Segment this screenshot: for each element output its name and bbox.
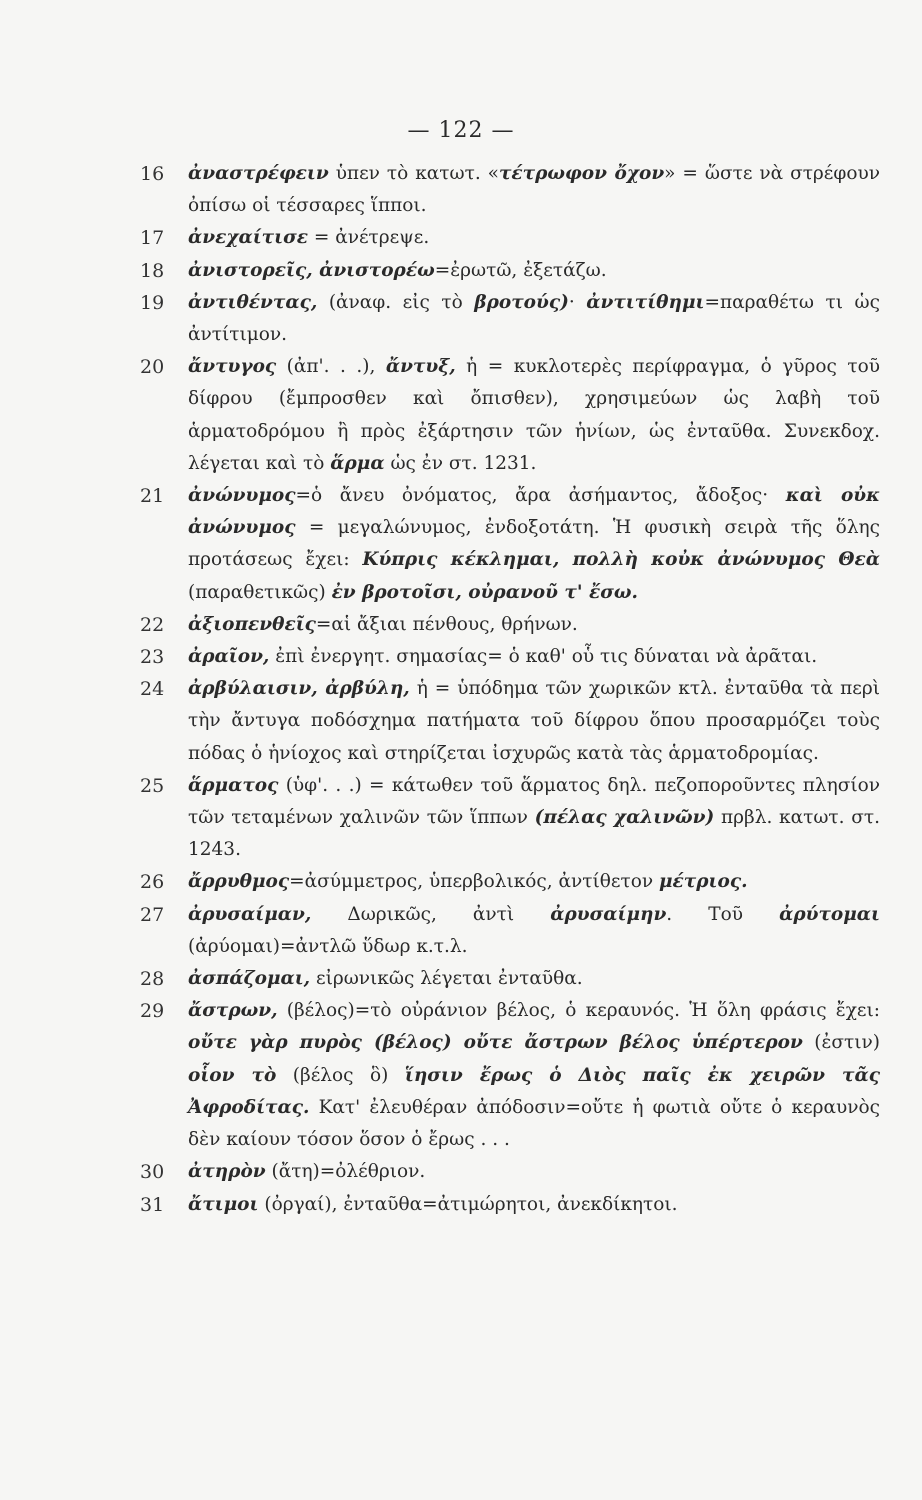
entry-headword: ἀρύτομαι [779,903,880,925]
entry-gloss: = ἀνέτρεψε. [307,227,430,249]
glossary-entry [140,673,880,770]
entry-text [188,480,880,609]
entry-headword: ἄντυξ, [385,356,456,378]
entry-headword: ἀξιοπενθεῖς [188,613,316,635]
entry-text [188,287,880,351]
entry-text [188,222,880,254]
entry-number: 30 [140,1161,165,1184]
entry-gloss: (ἐστιν) [802,1032,880,1054]
entry-headword: ἐν βροτοῖσι, οὐρανοῦ τ' ἔσω. [331,581,638,603]
entry-headword: ἄτιμοι [188,1193,259,1215]
entry-gloss: Κατ' ἐλευθέραν ἀπόδοσιν=οὔτε ἡ φωτιὰ οὔτε ὁ κεραυνὸς δὲν καίουν τόσον ὅσον ὁ ἔρως . . . [188,1096,880,1151]
entry-headword: ἀτηρὸν [188,1161,266,1183]
glossary-entry [140,287,880,351]
entry-text [188,995,880,1156]
entry-headword: Κύπρις κέκλημαι, πολλὴ κοὐκ ἀνώνυμος Θεὰ [362,549,880,571]
entry-text [188,1189,880,1221]
entry-number: 29 [140,1000,165,1023]
entry-headword: ἀσπάζομαι, [188,968,311,990]
entry-number: 16 [140,163,165,185]
entry-gloss: (ἄτη)=ὀλέθριον. [265,1161,426,1183]
entry-headword: ἅρμα [330,452,385,474]
glossary-entries [140,158,880,1221]
page-number: — 122 — [407,118,515,143]
entry-headword: ἅρματος [188,774,279,796]
entry-number: 25 [140,774,165,797]
entry-headword: ἀρβύλαισιν, ἀρβύλη, [188,678,410,700]
entry-number: 21 [140,485,165,508]
entry-number: 31 [140,1193,165,1216]
glossary-entry [140,351,880,480]
entry-text [188,158,880,222]
entry-gloss: =ἀσύμμετρος, ὑπερβολικός, ἀντίθετον [289,871,659,893]
entry-text [188,641,880,673]
entry-gloss: (ὀργαί), ἐνταῦθα=ἀτιμώρητοι, ἀνεκδίκητοι. [258,1193,678,1215]
entry-headword: ἀρυσαίμαν, [188,903,312,925]
entry-gloss: (βέλος ὃ) [276,1064,405,1086]
entry-gloss: . Τοῦ [666,903,780,925]
entry-gloss: Δωρικῶς, ἀντὶ [311,903,551,925]
entry-number: 24 [140,678,165,701]
glossary-entry [140,222,880,254]
glossary-entry [140,770,880,867]
entry-text [188,609,880,641]
entry-gloss: =αἱ ἄξιαι πένθους, θρήνων. [315,613,578,635]
glossary-entry [140,995,880,1156]
entry-headword: ἄρρυθμος [188,871,290,893]
entry-gloss: ἡ = κυκλοτερὲς περίφραγμα, ὁ γῦρος τοῦ δίφρου (ἔμπροσθεν καὶ ὄπισθεν), χρησιμεύων ὡς λαβὴ τοῦ ἁρματοδρόμου ἢ πρὸς ἐξάρτησιν τῶν ἡνίων, ὡς ἐνταῦθα. Συνεκδοχ. λέγεται καὶ τὸ [188,356,880,474]
glossary-entry [140,1189,880,1221]
glossary-entry [140,641,880,673]
entry-gloss: (ἀναφ. εἰς τὸ [317,291,475,313]
entry-headword: (πέλας χαλινῶν) [534,807,715,829]
entry-text [188,899,880,963]
glossary-entry [140,255,880,287]
entry-text [188,351,880,480]
entry-gloss: · [568,291,587,313]
entry-gloss: (ἀπ'. . .), [276,356,386,378]
entry-text [188,1156,880,1188]
entry-gloss: εἰρωνικῶς λέγεται ἐνταῦθα. [310,968,583,990]
entry-headword: καὶ οὐκ ἀνώνυμος [188,485,880,539]
entry-text [188,673,880,770]
entry-number: 18 [140,259,165,282]
entry-headword: ἀνιστορεῖς, ἀνιστορέω [188,259,435,281]
entry-gloss: ὡς ἐν στ. 1231. [384,452,537,474]
entry-gloss: ἡ = ὑπόδημα τῶν χωρικῶν κτλ. ἐνταῦθα τὰ περὶ τὴν ἄντυγα ποδόσχημα πατήματα τοῦ δίφρου ὅπου προσαρμόζει τοὺς πόδας ὁ ἡνίοχος καὶ στηρίζεται ἰσχυρῶς κατὰ τὰς ἁρματοδρομίας. [188,678,880,764]
entry-headword: μέτριος. [659,871,748,893]
entry-headword: ἀναστρέφειν [188,163,329,184]
entry-headword: οὔτε γὰρ πυρὸς (βέλος) οὔτε ἄστρων βέλος ὑπέρτερον [188,1032,803,1054]
glossary-entry [140,899,880,963]
entry-headword: ἀνώνυμος [188,485,296,507]
entry-number: 17 [140,227,165,250]
entry-headword: ἀραῖον, [188,646,270,668]
entry-gloss: ὑπεν τὸ κατωτ. « [328,163,499,184]
entry-gloss: ἐπὶ ἐνεργητ. σημασίας= ὁ καθ' οὗ τις δύναται νὰ ἀρᾶται. [269,646,818,668]
entry-headword: ἄντυγος [188,356,277,378]
entry-headword: ἀντιτίθημι [586,291,705,313]
entry-headword: ἄστρων, [188,1000,278,1022]
entry-gloss: = μεγαλώνυμος, ἐνδοξοτάτη. Ἡ φυσικὴ σειρὰ τῆς ὅλης προτάσεως ἔχει: [188,517,880,571]
entry-headword: οἷον τὸ [188,1064,277,1086]
entry-headword: τέτρωφον ὄχον [498,163,665,184]
entry-number: 19 [140,291,165,314]
entry-headword: ἵησιν ἔρως ὁ Διὸς παῖς ἐκ χειρῶν τᾶς Ἀφροδίτας. [188,1064,880,1118]
entry-number: 22 [140,613,165,636]
entry-number: 23 [140,646,165,669]
entry-gloss: =ὁ ἄνευ ὀνόματος, ἄρα ἀσήμαντος, ἄδοξος· [295,485,786,507]
entry-gloss: =ἐρωτῶ, ἐξετάζω. [434,259,607,281]
glossary-entry [140,963,880,995]
glossary-entry [140,480,880,609]
entry-headword: ἀντιθέντας, [188,291,318,313]
glossary-entry [140,1156,880,1188]
glossary-entry [140,158,880,222]
entry-text [188,866,880,898]
entry-gloss: (ἀρύομαι)=ἀντλῶ ὕδωρ κ.τ.λ. [188,935,468,957]
entry-number: 27 [140,903,165,926]
entry-number: 28 [140,968,165,991]
entry-gloss: (ὑφ'. . .) = κάτωθεν τοῦ ἅρματος δηλ. πεζοποροῦντες πλησίον τῶν τεταμένων χαλινῶν τῶν ἵππων [188,774,880,829]
entry-number: 20 [140,356,165,379]
entry-gloss: πρβλ. κατωτ. στ. 1243. [188,807,880,861]
glossary-entry [140,866,880,898]
entry-headword: ἀνεχαίτισε [188,227,308,249]
entry-gloss: » = ὥστε νὰ στρέφουν ὀπίσω οἱ τέσσαρες ἵπποι. [188,163,880,217]
entry-headword: ἀρυσαίμην [550,903,667,925]
entry-text [188,255,880,287]
entry-gloss: (παραθετικῶς) [188,581,332,603]
entry-gloss: (βέλος)=τὸ οὐράνιον βέλος, ὁ κεραυνός. Ἡ ὅλη φράσις ἔχει: [277,1000,880,1022]
entry-headword: βροτούς) [474,291,569,313]
entry-number: 26 [140,871,165,894]
entry-gloss: =παραθέτω τι ὡς ἀντίτιμον. [188,291,880,346]
entry-text [188,770,880,867]
glossary-entry [140,609,880,641]
entry-text [188,963,880,995]
